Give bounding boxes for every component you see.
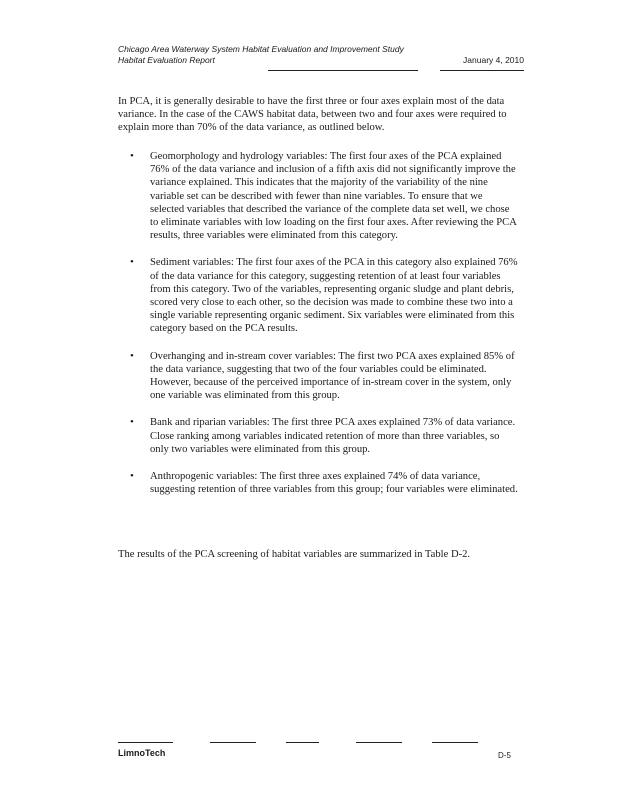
list-item <box>118 470 518 496</box>
bullet-icon: • <box>130 150 134 162</box>
list-item <box>118 256 518 335</box>
footer-company: LimnoTech <box>118 748 166 758</box>
footer-rule <box>432 742 478 743</box>
footer-rule <box>356 742 402 743</box>
bullet-icon: • <box>130 349 134 362</box>
list-item-text: Sediment variables: The first four axes of the PCA in this category also explained 76% of the data variance for this category, suggesting retention of at least four variables from this category. Two of the variables, representing organic sludge and plant debris, scored very close to each other, so the decision was made to combine these two into a single variable representing organic sediment. Six variables were eliminated from this category based on the PCA results. <box>150 257 518 335</box>
header-rule <box>440 70 524 71</box>
running-header <box>118 44 524 66</box>
closing-paragraph: The results of the PCA screening of habitat variables are summarized in Table D-2. <box>118 549 471 560</box>
header-study-title: Chicago Area Waterway System Habitat Evaluation and Improvement Study <box>118 44 404 54</box>
list-item-text: Overhanging and in-stream cover variables: The first two PCA axes explained 85% of the data variance, suggesting that two of the four variables could be eliminated. However, because of the perceived importance of in-stream cover in the system, only one variable was eliminated from this group. <box>150 350 515 402</box>
list-item <box>118 150 518 242</box>
page-number: D-5 <box>498 751 511 760</box>
bullet-icon: • <box>130 256 134 269</box>
intro-paragraph: In PCA, it is generally desirable to have the first three or four axes explain most of the data variance. In the case of the CAWS habitat data, between two and four axes were required to explain more than 70% of the data variance, as outlined below. <box>118 96 507 134</box>
header-report-title: Habitat Evaluation Report <box>118 55 215 65</box>
header-rule <box>268 70 418 71</box>
footer-rule <box>286 742 319 743</box>
footer-rule <box>210 742 256 743</box>
list-item <box>118 350 518 403</box>
list-item-text: Bank and riparian variables: The first three PCA axes explained 73% of data variance. Close ranking among variables indicated retention of more than three variables, so only two variables were eliminated from this group. <box>150 417 516 455</box>
list-item-text: Geomorphology and hydrology variables: The first four axes of the PCA explained 76% of the data variance and inclusion of a fifth axis did not significantly improve the variance explained. This indicates that the majority of the variability of the nine variable set can be described with fewer than nine variables. To ensure that we selected variables that described the variance of the complete data set well, we chose to eliminate variables with low loading on the first four axes. After reviewing the PCA results, three variables were eliminated from this category. <box>150 151 517 242</box>
footer-rule <box>118 742 173 743</box>
bullet-icon: • <box>130 470 134 483</box>
header-date: January 4, 2010 <box>463 55 524 65</box>
list-item <box>118 416 518 456</box>
list-item-text: Anthropogenic variables: The first three axes explained 74% of data variance, suggesting retention of three variables from this group; four variables were eliminated. <box>150 471 518 496</box>
bullet-icon: • <box>130 416 134 429</box>
variable-category-list <box>118 150 518 510</box>
